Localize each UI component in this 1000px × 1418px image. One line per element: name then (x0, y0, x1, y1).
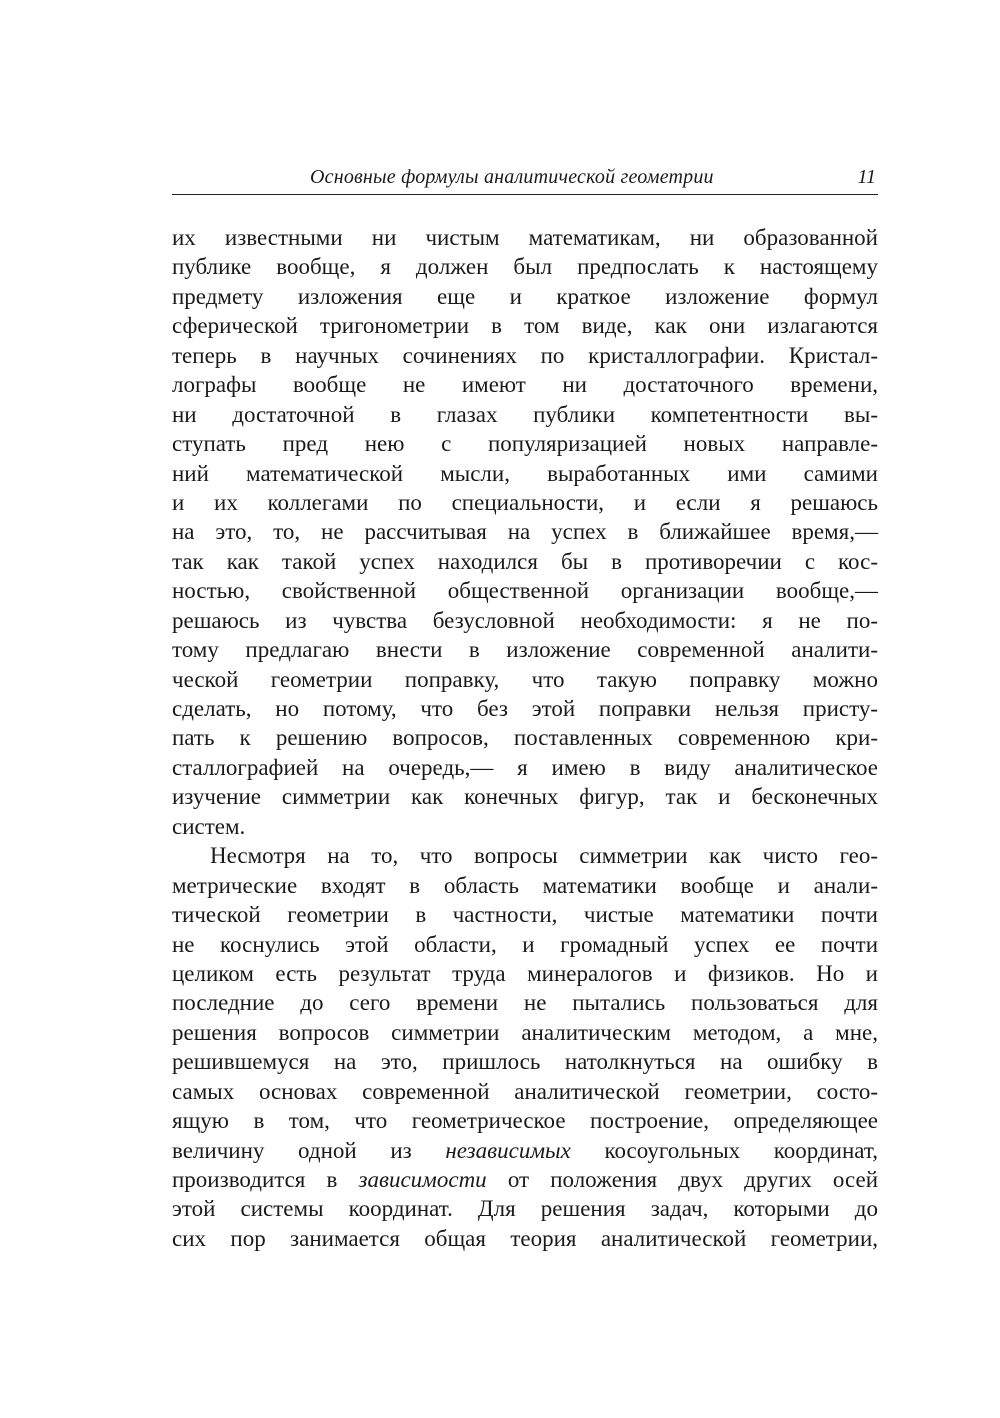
text-line: решаюсь из чувства безусловной необходимости: я не по- (172, 607, 878, 633)
text-line: метрические входят в область математики вообще и анали- (172, 872, 878, 898)
text-line (172, 1165, 878, 1194)
text-line: лографы вообще не имеют ни достаточного времени, (172, 372, 878, 398)
text-line: решившемуся на это, пришлось натолкнуться на ошибку в (172, 1049, 878, 1075)
text-line: сферической тригонометрии в том виде, как они излагаются (172, 313, 878, 339)
text-line: теперь в научных сочинениях по кристаллографии. Кристал- (172, 342, 878, 368)
text-line: публике вообще, я должен был предпослать к настоящему (172, 254, 878, 280)
text-line: предмету изложения еще и краткое изложение формул (172, 283, 878, 309)
text-line: систем. (172, 813, 246, 839)
text-line: на это, то, не рассчитывая на успех в ближайшее время,— (172, 519, 878, 545)
text-line: сих пор занимается общая теория аналитической геометрии, (172, 1225, 878, 1251)
paragraph-1 (172, 223, 878, 841)
text-line: ностью, свойственной общественной организации вообще,— (172, 578, 878, 604)
running-title: Основные формулы аналитической геометрии (310, 166, 714, 188)
text-line: сталлографией на очередь,— я имею в виду аналитическое (172, 754, 878, 780)
text-line: так как такой успех находился бы в противоречии с кос- (172, 548, 878, 574)
text-line: этой системы координат. Для решения задач, которыми до (172, 1196, 878, 1222)
text-line: не коснулись этой области, и громадный успех ее почти (172, 931, 878, 957)
emphasized-word: независимых (445, 1137, 571, 1163)
text-line: ний математической мысли, выработанных ими самими (172, 460, 878, 486)
text-run: косоугольных координат, (570, 1137, 878, 1163)
text-line: ступать пред нею с популяризацией новых направле- (172, 431, 878, 457)
text-run: производится в (172, 1167, 359, 1192)
text-line: самых основах современной аналитической геометрии, состо- (172, 1078, 878, 1104)
text-run: от положения двух других осей (486, 1167, 879, 1192)
text-line: их известными ни чистым математикам, ни образованной (172, 225, 878, 250)
text-line: решения вопросов симметрии аналитическим методом, а мне, (172, 1019, 878, 1045)
body-text (172, 223, 878, 1253)
text-line: пать к решению вопросов, поставленных современною кри- (172, 725, 878, 751)
text-line: тической геометрии в частности, чистые математики почти (172, 902, 878, 928)
text-line: ческой геометрии поправку, что такую поправку можно (172, 666, 878, 692)
text-line: и их коллегами по специальности, и если я решаюсь (172, 489, 878, 515)
text-run: величину одной из (172, 1137, 446, 1163)
text-line: сделать, но потому, что без этой поправки нельзя присту- (172, 696, 878, 721)
paragraph-2 (172, 841, 878, 1253)
text-line: ни достаточной в глазах публики компетентности вы- (172, 401, 878, 427)
text-line: целиком есть результат труда минералогов и физиков. Но и (172, 960, 878, 986)
text-line: ящую в том, что геометрическое построение, определяющее (172, 1108, 878, 1134)
book-page (172, 160, 878, 1253)
text-line (172, 1136, 878, 1165)
page-number: 11 (857, 166, 876, 188)
text-line: Несмотря на то, что вопросы симметрии как чисто гео- (210, 843, 878, 869)
emphasized-word: зависимости (358, 1167, 487, 1192)
running-header (172, 160, 878, 195)
text-line: изучение симметрии как конечных фигур, так и бесконечных (172, 784, 878, 810)
text-line: тому предлагаю внести в изложение современной аналити- (172, 637, 878, 663)
text-line: последние до сего времени не пытались пользоваться для (172, 990, 878, 1016)
